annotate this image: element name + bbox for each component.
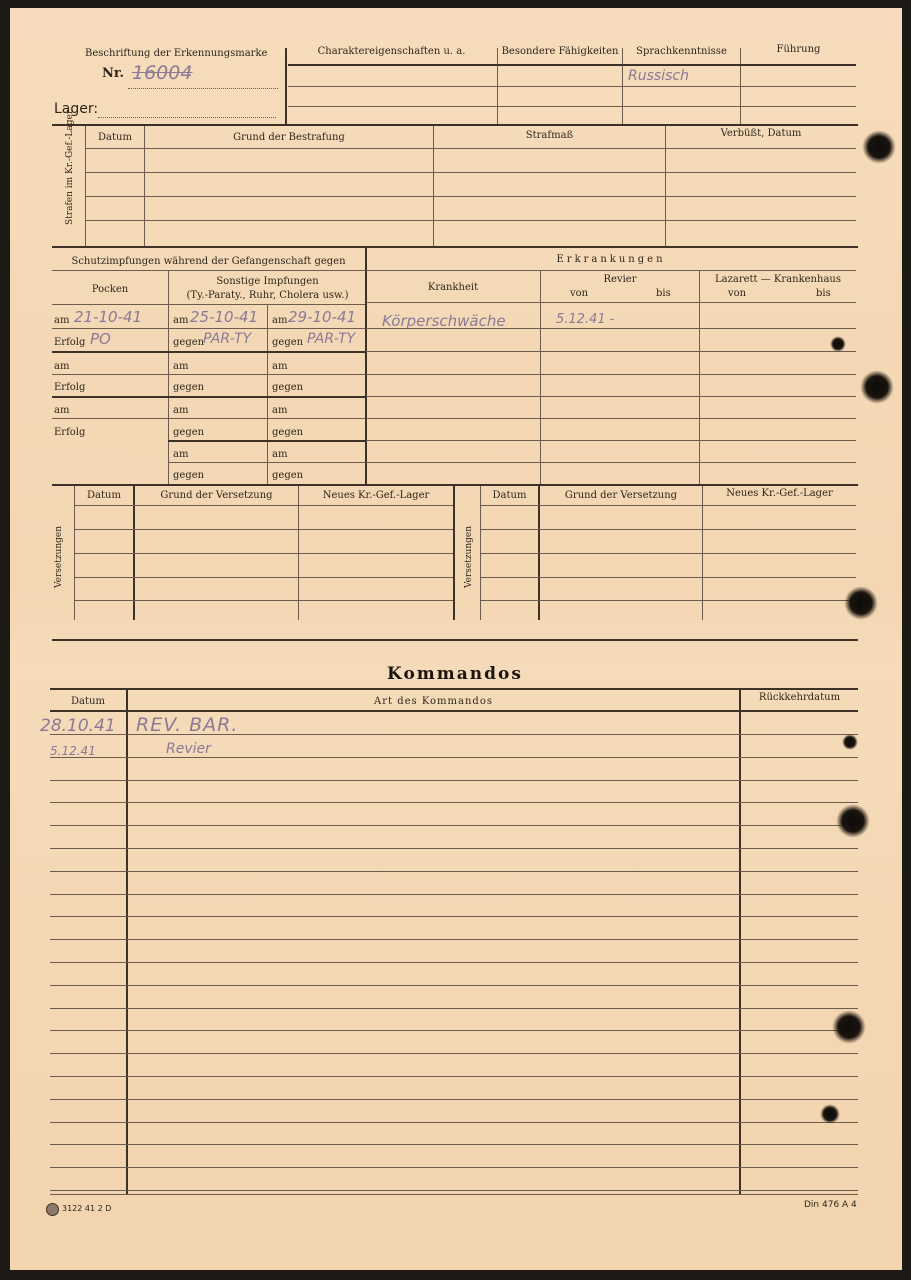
sonstige-gegen-a1: gegen — [173, 337, 205, 348]
punch-hole — [842, 734, 858, 750]
kommando-row-line — [50, 848, 858, 849]
sonstige-gegen-a3: gegen — [173, 427, 205, 438]
kommando-row-line — [50, 1099, 858, 1100]
vers-left-col-grund: Grund der Versetzung — [160, 490, 273, 501]
kommandos-col-datum: Datum — [71, 696, 105, 707]
sonstige-gegen-b2: gegen — [272, 382, 304, 393]
pocken-am-label-2: am — [54, 361, 70, 372]
vers-right-col-lager: Neues Kr.-Gef.-Lager — [726, 488, 833, 499]
kommando-row1-datum: 28.10.41 — [40, 716, 116, 736]
sonstige-gegen-b1: gegen — [272, 337, 304, 348]
vers-left-col-datum: Datum — [87, 490, 121, 501]
kommando-row-line — [50, 1008, 858, 1009]
vers-right-col-datum: Datum — [492, 490, 527, 501]
kommando-row-line — [50, 1167, 858, 1168]
charakter-header: Charaktereigenschaften u. a. — [317, 46, 466, 57]
sonstige-am-a2: am — [173, 361, 189, 372]
kommando-row-line — [50, 1053, 858, 1054]
footer-din: Din 476 A 4 — [804, 1200, 857, 1210]
kommando-row-line — [50, 916, 858, 917]
sonstige-gegen-b4: gegen — [272, 470, 304, 481]
sonstige-am-a4: am — [173, 449, 189, 460]
kommando-row2-datum: 5.12.41 — [50, 744, 96, 758]
krankheit-value: Körperschwäche — [382, 312, 506, 330]
punch-hole — [832, 1010, 866, 1044]
pocken-am-label-3: am — [54, 405, 70, 416]
sonstige-am-b1-value: 29-10-41 — [288, 308, 357, 326]
kommando-row-line — [50, 780, 858, 781]
sonstige-am-b1: am — [272, 315, 288, 326]
kommando-row-line — [50, 1122, 858, 1123]
sonstige-gegen-a1-value: PAR-TY — [203, 331, 252, 347]
strafen-col-datum: Datum — [98, 132, 132, 143]
punch-hole — [820, 1104, 840, 1124]
sonstige-am-a3: am — [173, 405, 189, 416]
strafen-col-strafmass: Strafmaß — [525, 130, 574, 141]
sonstige-am-b3: am — [272, 405, 288, 416]
sonstige-am-a1: am — [173, 315, 189, 326]
kommando-row-line — [50, 894, 858, 895]
kommando-row-line — [50, 1190, 858, 1191]
versetzungen-side-label-left: Versetzungen — [54, 525, 64, 589]
sonstige-gegen-b3: gegen — [272, 427, 304, 438]
kommando-row-line — [50, 1030, 858, 1031]
lazarett-bis: bis — [816, 288, 831, 299]
kommando-row-line — [50, 802, 858, 803]
fuehrung-header: Führung — [776, 44, 821, 55]
kommando-row-line — [50, 734, 858, 735]
sonstige-gegen-b1-value: PAR-TY — [307, 331, 356, 347]
erkennungsmarke-label: Beschriftung der Erkennungsmarke — [85, 48, 268, 59]
lager-label: Lager: — [54, 101, 99, 117]
kommando-row-line — [50, 871, 858, 872]
sprachen-value: Russisch — [628, 68, 689, 84]
pocken-erfolg-label: Erfolg — [54, 337, 86, 348]
sprachen-header: Sprachkenntnisse — [636, 46, 727, 57]
pocken-am-label: am — [54, 315, 70, 326]
krankheit-header: Krankheit — [427, 282, 479, 293]
impfungen-title: Schutzimpfungen während der Gefangenschaft gegen — [71, 256, 346, 267]
strafen-col-verbuesst: Verbüßt, Datum — [720, 128, 802, 139]
kommando-row-line — [50, 825, 858, 826]
punch-hole — [844, 586, 878, 620]
kommando-row1-art: REV. BAR. — [136, 714, 239, 736]
revier-von: von — [570, 288, 589, 299]
footer-seal-icon — [46, 1203, 59, 1216]
strafen-col-grund: Grund der Bestrafung — [233, 132, 345, 143]
punch-hole — [862, 130, 896, 164]
footer-code: 3122 41 2 D — [62, 1204, 112, 1213]
sonstige-header: Sonstige Impfungen — [216, 276, 319, 287]
pocken-erfolg-label-3: Erfolg — [54, 427, 86, 438]
kommandos-col-art: Art des Kommandos — [374, 696, 493, 707]
form-sheet — [10, 8, 902, 1270]
sonstige-gegen-a4: gegen — [173, 470, 205, 481]
kommando-row-line — [50, 962, 858, 963]
lazarett-von: von — [728, 288, 747, 299]
kommando-row-line — [50, 939, 858, 940]
nr-value: 16004 — [132, 62, 193, 84]
revier-von-value: 5.12.41 - — [556, 312, 615, 327]
kommando-row-line — [50, 985, 858, 986]
nr-line — [128, 88, 278, 89]
kommando-row-line — [50, 1076, 858, 1077]
pocken-header: Pocken — [91, 284, 129, 295]
punch-hole — [836, 804, 870, 838]
sonstige-gegen-a2: gegen — [173, 382, 205, 393]
versetzungen-side-label-right: Versetzungen — [464, 525, 474, 589]
revier-bis: bis — [656, 288, 671, 299]
kommandos-col-rueckkehr: Rückkehrdatum — [758, 692, 841, 703]
kommando-row-line — [50, 757, 858, 758]
kommando-row-line — [50, 1144, 858, 1145]
vers-right-col-grund: Grund der Versetzung — [564, 490, 678, 501]
sonstige-am-a1-value: 25-10-41 — [190, 308, 259, 326]
sonstige-am-b4: am — [272, 449, 288, 460]
vers-left-col-lager: Neues Kr.-Gef.-Lager — [322, 490, 430, 501]
sonstige-am-b2: am — [272, 361, 288, 372]
punch-hole — [860, 370, 894, 404]
sonstige-subheader: (Ty.-Paraty., Ruhr, Cholera usw.) — [186, 290, 349, 301]
pocken-am-value: 21-10-41 — [74, 308, 143, 326]
lazarett-header: Lazarett — Krankenhaus — [715, 274, 841, 285]
erkrankungen-title: Erkrankungen — [556, 254, 666, 265]
kommandos-title: Kommandos — [387, 664, 523, 684]
punch-hole — [830, 336, 846, 352]
pocken-erfolg-label-2: Erfolg — [54, 382, 86, 393]
strafen-side-label: Strafen im Kr.-Gef.-Lager — [65, 109, 75, 225]
revier-header: Revier — [603, 274, 637, 285]
pocken-erfolg-value: PO — [90, 330, 111, 348]
kommando-row2-art: Revier — [166, 741, 211, 757]
faehigkeiten-header: Besondere Fähigkeiten — [501, 46, 619, 57]
lager-line — [98, 117, 276, 118]
nr-label: Nr. — [102, 66, 125, 81]
